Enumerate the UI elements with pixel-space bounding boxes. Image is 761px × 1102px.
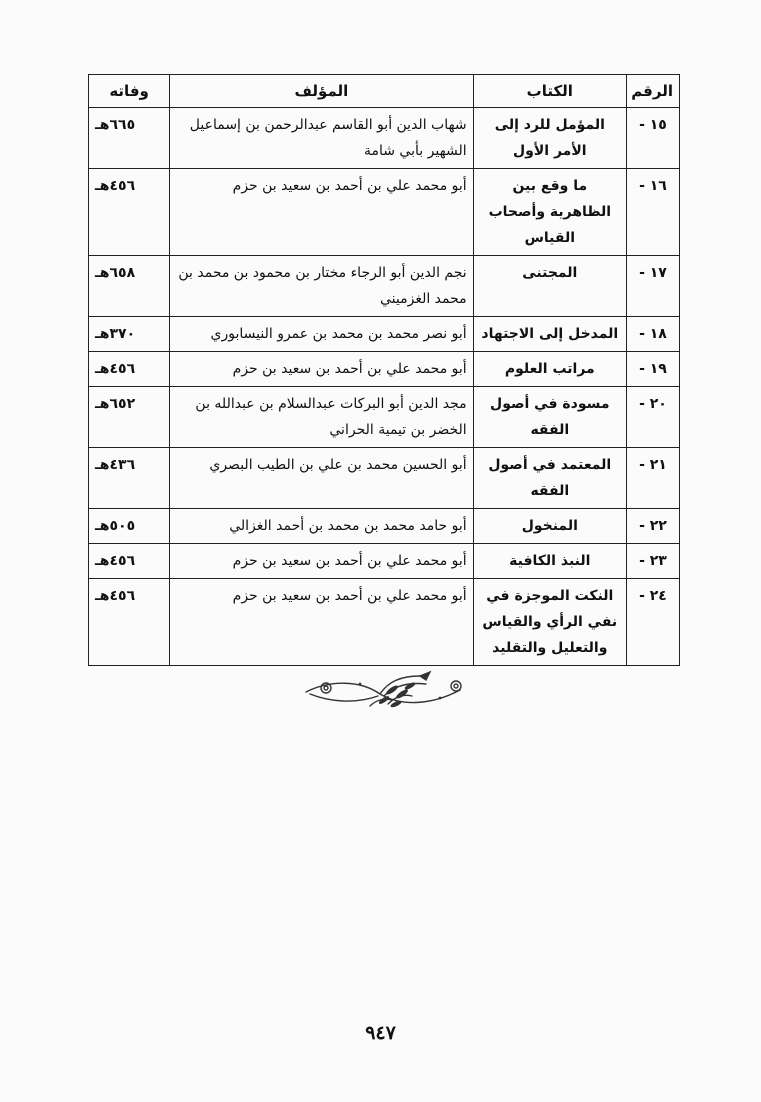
- table-row: [89, 317, 680, 352]
- header-author: المؤلف: [170, 75, 474, 108]
- row-author: أبو محمد علي بن أحمد بن سعيد بن حزم: [170, 169, 474, 256]
- row-book: مراتب العلوم: [473, 352, 626, 387]
- row-death: ٦٥٢هـ: [89, 387, 170, 448]
- table-header-row: [89, 75, 680, 108]
- row-book: المنخول: [473, 509, 626, 544]
- header-book: الكتاب: [473, 75, 626, 108]
- row-number: ١٧ -: [626, 256, 679, 317]
- row-book: النكت الموجزة في نفي الرأي والقياس والتعليل والتقليد: [473, 579, 626, 666]
- row-death: ٤٥٦هـ: [89, 579, 170, 666]
- row-number: ١٩ -: [626, 352, 679, 387]
- row-death: ٥٠٥هـ: [89, 509, 170, 544]
- row-book: المؤمل للرد إلى الأمر الأول: [473, 108, 626, 169]
- row-author: مجد الدين أبو البركات عبدالسلام بن عبدالله بن الخضر بن تيمية الحراني: [170, 387, 474, 448]
- row-book: المدخل إلى الاجتهاد: [473, 317, 626, 352]
- row-number: ١٦ -: [626, 169, 679, 256]
- row-author: أبو محمد علي بن أحمد بن سعيد بن حزم: [170, 352, 474, 387]
- row-book: النبذ الكافية: [473, 544, 626, 579]
- row-death: ٤٥٦هـ: [89, 352, 170, 387]
- table-body: [89, 108, 680, 666]
- row-number: ٢٣ -: [626, 544, 679, 579]
- floral-divider-icon: [300, 668, 470, 714]
- row-book: مسودة في أصول الفقه: [473, 387, 626, 448]
- row-number: ٢٢ -: [626, 509, 679, 544]
- page-number: ٩٤٧: [365, 1022, 396, 1044]
- table-row: [89, 509, 680, 544]
- row-author: أبو محمد علي بن أحمد بن سعيد بن حزم: [170, 579, 474, 666]
- row-number: ١٥ -: [626, 108, 679, 169]
- table-row: [89, 387, 680, 448]
- table-row: [89, 169, 680, 256]
- row-death: ٤٣٦هـ: [89, 448, 170, 509]
- row-author: أبو محمد علي بن أحمد بن سعيد بن حزم: [170, 544, 474, 579]
- row-author: نجم الدين أبو الرجاء مختار بن محمود بن محمد بن محمد الغزميني: [170, 256, 474, 317]
- books-table: [88, 74, 680, 666]
- row-author: أبو حامد محمد بن محمد بن أحمد الغزالي: [170, 509, 474, 544]
- table-row: [89, 352, 680, 387]
- row-number: ٢٠ -: [626, 387, 679, 448]
- row-number: ٢٤ -: [626, 579, 679, 666]
- row-death: ٦٥٨هـ: [89, 256, 170, 317]
- table-row: [89, 544, 680, 579]
- row-death: ٤٥٦هـ: [89, 169, 170, 256]
- table-row: [89, 256, 680, 317]
- row-author: أبو الحسين محمد بن علي بن الطيب البصري: [170, 448, 474, 509]
- row-death: ٦٦٥هـ: [89, 108, 170, 169]
- row-author: شهاب الدين أبو القاسم عبدالرحمن بن إسماعيل الشهير بأبي شامة: [170, 108, 474, 169]
- row-book: المعتمد في أصول الفقه: [473, 448, 626, 509]
- table-row: [89, 448, 680, 509]
- header-number: الرقم: [626, 75, 679, 108]
- row-book: المجتنى: [473, 256, 626, 317]
- row-death: ٤٥٦هـ: [89, 544, 170, 579]
- header-death: وفاته: [89, 75, 170, 108]
- table-row: [89, 579, 680, 666]
- row-book: ما وقع بين الظاهرية وأصحاب القياس: [473, 169, 626, 256]
- table-row: [89, 108, 680, 169]
- row-number: ٢١ -: [626, 448, 679, 509]
- row-number: ١٨ -: [626, 317, 679, 352]
- row-death: ٣٧٠هـ: [89, 317, 170, 352]
- row-author: أبو نصر محمد بن محمد بن عمرو النيسابوري: [170, 317, 474, 352]
